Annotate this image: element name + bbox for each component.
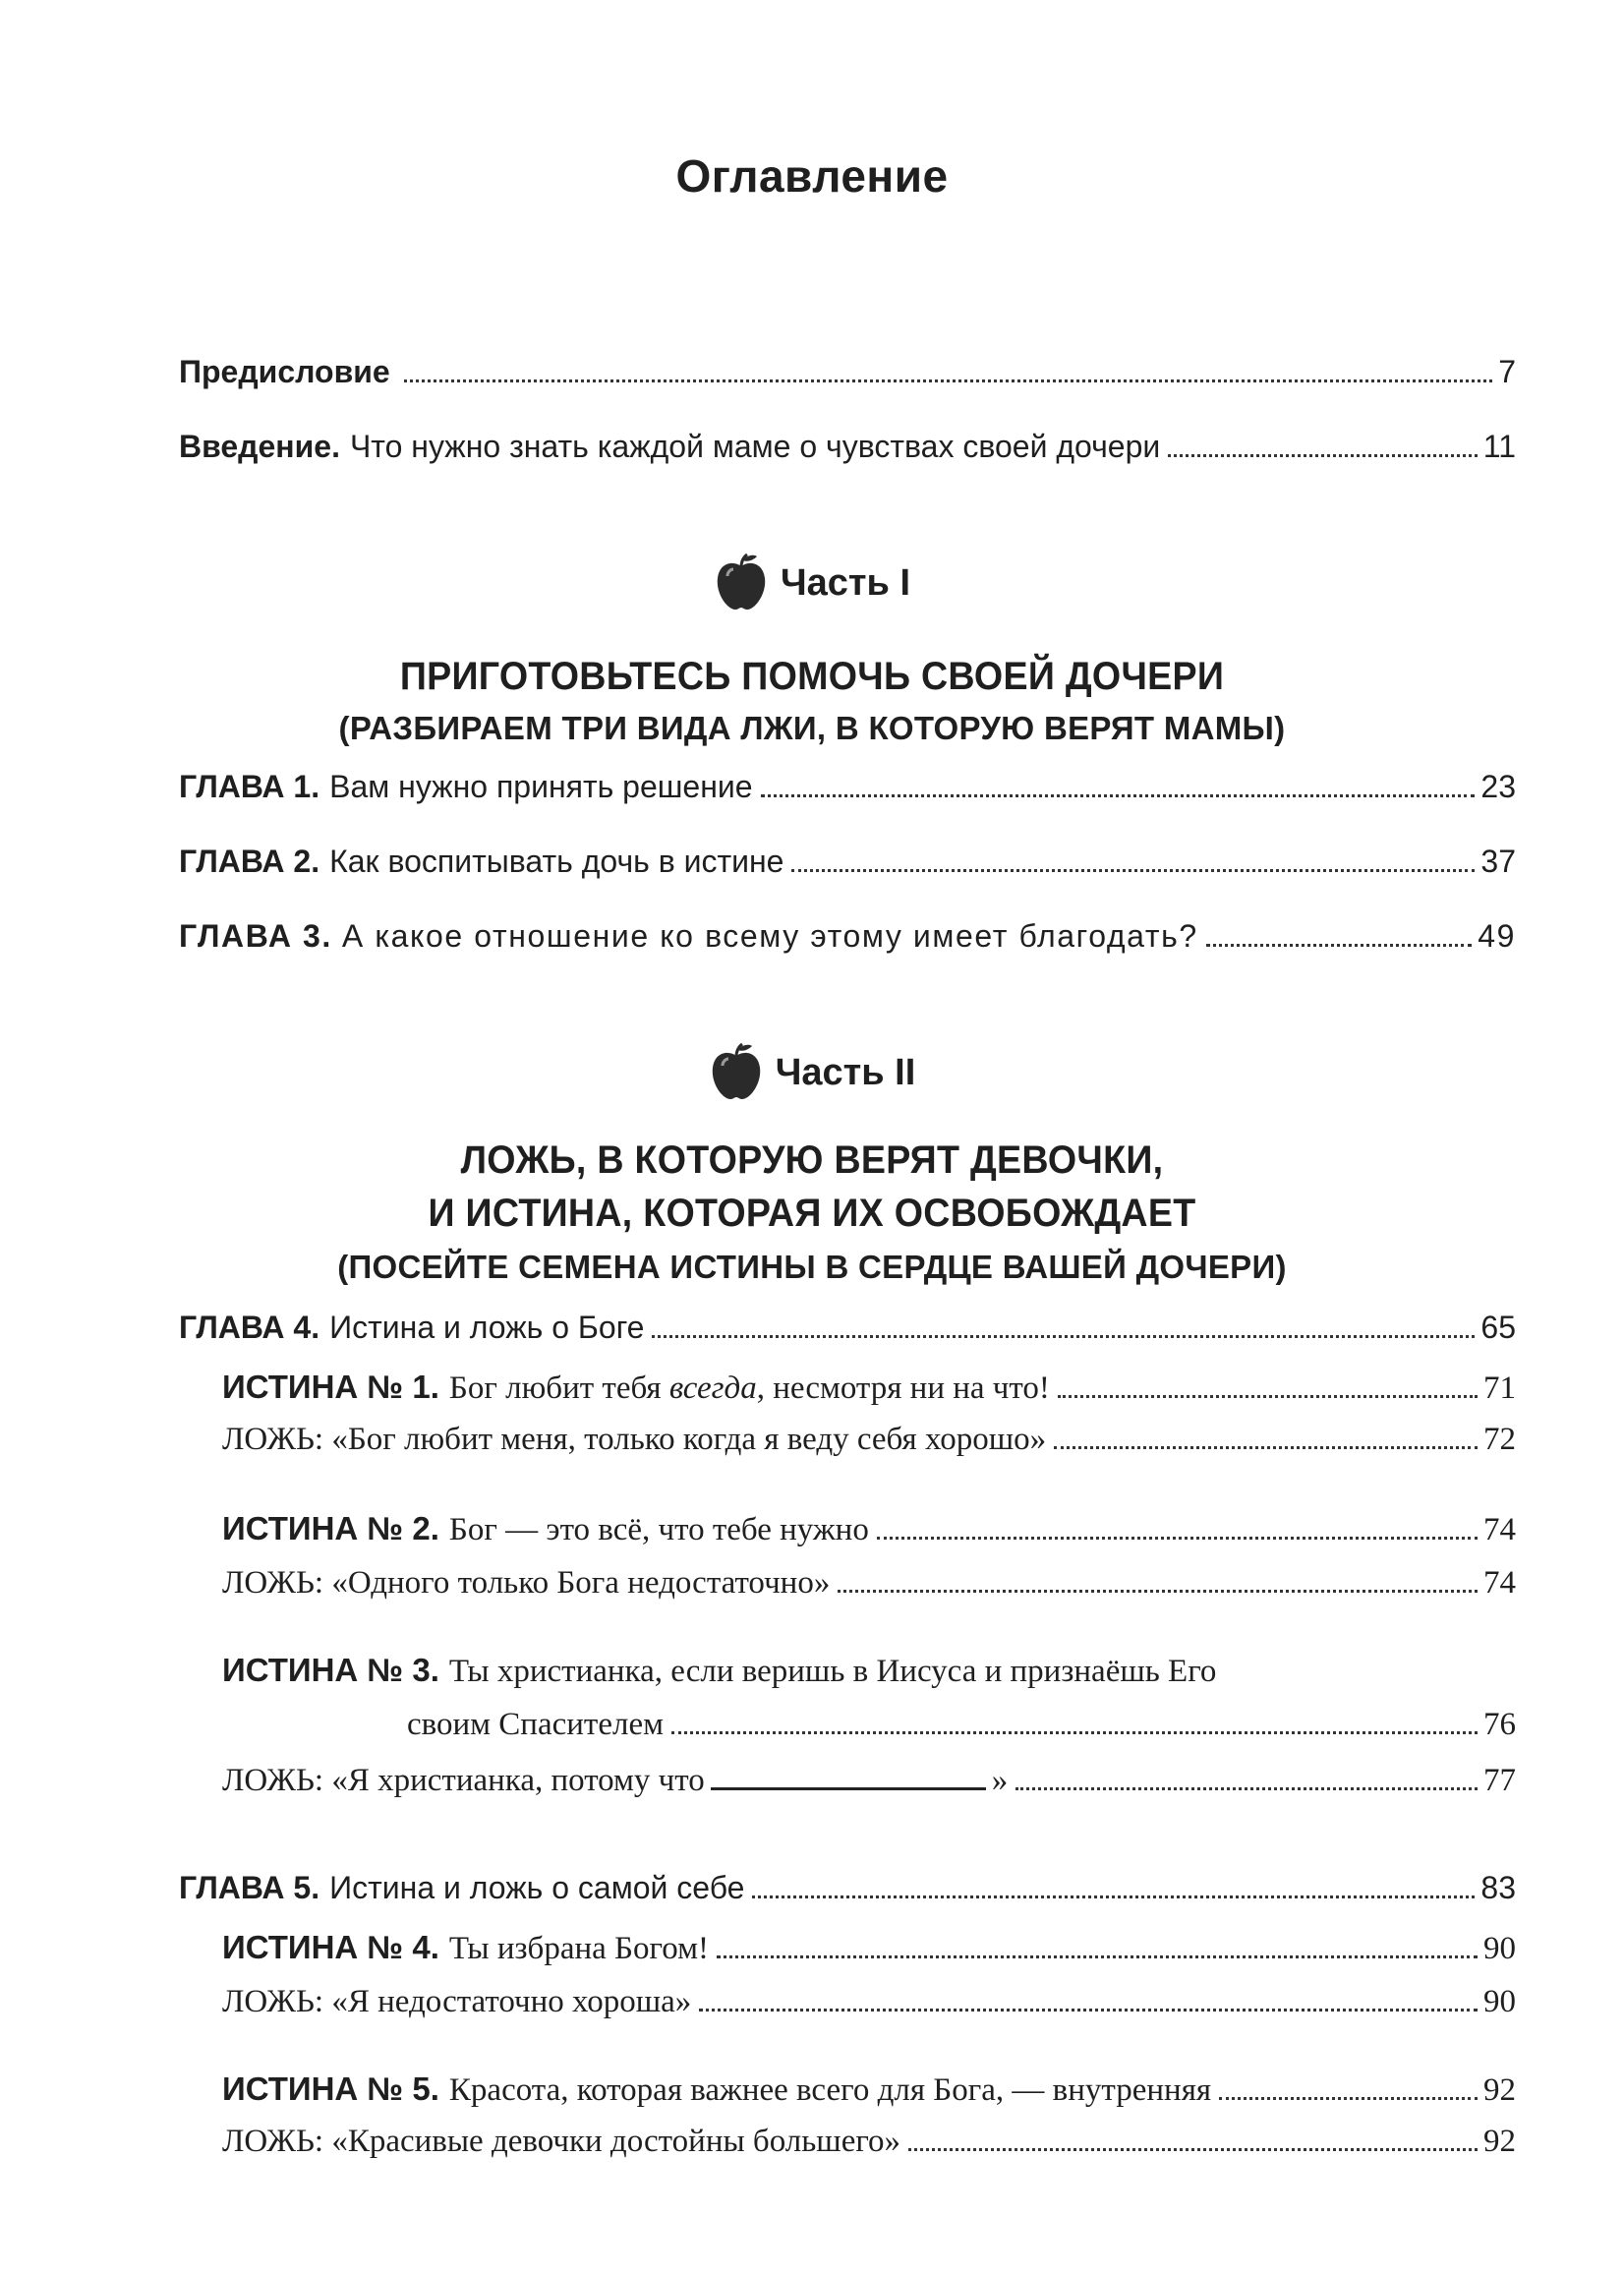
entry-text: Вам нужно принять решение — [329, 769, 753, 804]
entry-text-part: » — [991, 1763, 1009, 1798]
toc-entry-chapter-3[interactable] — [179, 918, 1516, 963]
part-label-text: Часть II — [775, 1051, 916, 1093]
entry-text: Что нужно знать каждой маме о чувствах своей дочери — [349, 429, 1161, 464]
toc-entry-lie-3[interactable] — [222, 1762, 1516, 1807]
page-number: 71 — [1483, 1370, 1516, 1406]
entry-text: А какое отношение ко всему этому имеет благодать? — [341, 918, 1198, 954]
entry-text — [449, 1370, 1050, 1407]
dot-leader — [717, 1955, 1478, 1958]
toc-entry-chapter-1[interactable] — [179, 769, 1516, 814]
toc-entry-lie-2[interactable] — [222, 1565, 1516, 1610]
dot-leader — [791, 869, 1475, 872]
page-number: 92 — [1483, 2124, 1516, 2159]
page-number: 72 — [1483, 1422, 1516, 1457]
entry-text-part: Бог любит тебя — [448, 1370, 662, 1406]
part-1-label — [0, 553, 1624, 613]
entry-text: ЛОЖЬ: «Бог любит меня, только когда я веду себя хорошо» — [222, 1422, 1047, 1457]
entry-heading: ИСТИНА № 3. — [222, 1652, 439, 1688]
toc-entry-truth-1[interactable] — [222, 1369, 1516, 1414]
toc-entry-truth-3-line-2[interactable] — [407, 1707, 1516, 1752]
page-number: 11 — [1482, 429, 1516, 464]
page-number: 77 — [1483, 1763, 1516, 1798]
dot-leader — [699, 2009, 1478, 2012]
dot-leader — [1015, 1787, 1478, 1790]
part-2-title-line-1: ЛОЖЬ, В КОТОРУЮ ВЕРЯТ ДЕВОЧКИ, — [460, 1138, 1164, 1182]
page-number: 7 — [1498, 354, 1516, 389]
entry-text: ЛОЖЬ: «Я недостаточно хороша» — [222, 1984, 692, 2019]
toc-entry-chapter-2[interactable] — [179, 844, 1516, 889]
dot-leader — [838, 1590, 1478, 1593]
dot-leader — [1058, 1395, 1478, 1398]
toc-entry-lie-1[interactable] — [222, 1422, 1516, 1467]
entry-heading: ГЛАВА 3. — [179, 918, 332, 954]
dot-leader — [1206, 944, 1472, 947]
entry-text: Ты избрана Богом! — [448, 1931, 709, 1966]
entry-text: Истина и ложь о Боге — [329, 1310, 645, 1345]
entry-heading: ИСТИНА № 2. — [222, 1510, 439, 1546]
part-2-subtitle: (ПОСЕЙТЕ СЕМЕНА ИСТИНЫ В СЕРДЦЕ ВАШЕЙ ДОЧЕРИ) — [337, 1249, 1287, 1285]
page-number: 74 — [1483, 1512, 1516, 1547]
toc-entry-truth-5[interactable] — [222, 2070, 1516, 2116]
page-number: 90 — [1483, 1984, 1516, 2019]
toc-entry-truth-4[interactable] — [222, 1929, 1516, 1974]
toc-entry-lie-4[interactable] — [222, 1984, 1516, 2029]
dot-leader — [1168, 454, 1478, 457]
entry-text-emphasis: всегда — [668, 1370, 757, 1406]
entry-heading: ИСТИНА № 1. — [222, 1369, 439, 1405]
dot-leader — [752, 1895, 1475, 1898]
toc-entry-chapter-5[interactable] — [179, 1870, 1516, 1915]
apple-icon — [714, 553, 769, 613]
dot-leader — [877, 1537, 1478, 1540]
page-number: 37 — [1480, 844, 1516, 879]
entry-text: Бог — это всё, что тебе нужно — [448, 1512, 869, 1547]
page-number: 92 — [1483, 2072, 1516, 2108]
dot-leader — [652, 1335, 1475, 1338]
page-number: 74 — [1483, 1565, 1516, 1601]
toc-entry-truth-2[interactable] — [222, 1510, 1516, 1555]
entry-text: Как воспитывать дочь в истине — [329, 844, 784, 879]
entry-heading: ГЛАВА 1. — [179, 769, 320, 804]
entry-heading: ИСТИНА № 4. — [222, 1929, 439, 1965]
entry-heading: Предисловие — [179, 354, 390, 389]
entry-text-part: , несмотря ни на что! — [756, 1370, 1050, 1406]
entry-text: Ты христианка, если веришь в Иисуса и признаёшь Его — [448, 1654, 1217, 1689]
entry-text — [222, 1762, 1008, 1799]
toc-entry-truth-3-line-1[interactable] — [222, 1652, 1516, 1697]
part-2-title-line-2: И ИСТИНА, КОТОРАЯ ИХ ОСВОБОЖДАЕТ — [428, 1192, 1196, 1235]
page-number: 49 — [1478, 918, 1516, 954]
page-title: Оглавление — [675, 150, 949, 202]
fill-in-blank — [711, 1762, 986, 1790]
dot-leader — [1219, 2097, 1478, 2100]
dot-leader — [404, 379, 1492, 382]
toc-entry-lie-5[interactable] — [222, 2124, 1516, 2169]
entry-text: Красота, которая важнее всего для Бога, — внутренняя — [448, 2072, 1212, 2108]
page-number: 23 — [1480, 769, 1516, 804]
part-1-title: ПРИГОТОВЬТЕСЬ ПОМОЧЬ СВОЕЙ ДОЧЕРИ — [399, 655, 1225, 698]
page-number: 65 — [1480, 1310, 1516, 1345]
page-number: 83 — [1480, 1870, 1516, 1905]
entry-heading: ГЛАВА 2. — [179, 844, 320, 879]
part-2-label — [0, 1042, 1624, 1103]
apple-icon — [709, 1042, 764, 1103]
dot-leader — [761, 794, 1476, 797]
dot-leader — [671, 1731, 1478, 1734]
entry-heading: ГЛАВА 5. — [179, 1870, 320, 1905]
page-number: 76 — [1483, 1707, 1516, 1742]
part-1-subtitle: (РАЗБИРАЕМ ТРИ ВИДА ЛЖИ, В КОТОРУЮ ВЕРЯТ МАМЫ) — [338, 710, 1286, 746]
entry-heading: ИСТИНА № 5. — [222, 2070, 439, 2107]
toc-entry-chapter-4[interactable] — [179, 1310, 1516, 1355]
page-number: 90 — [1483, 1931, 1516, 1966]
toc-entry-preface[interactable] — [179, 354, 1516, 399]
entry-heading: Введение. — [179, 429, 340, 464]
dot-leader — [908, 2148, 1478, 2151]
entry-heading: ГЛАВА 4. — [179, 1310, 320, 1345]
entry-text: ЛОЖЬ: «Одного только Бога недостаточно» — [222, 1565, 831, 1601]
part-label-text: Часть I — [780, 561, 911, 604]
dot-leader — [1054, 1446, 1478, 1449]
entry-text-part: ЛОЖЬ: «Я христианка, потому что — [222, 1763, 705, 1798]
entry-text: своим Спасителем — [407, 1707, 664, 1742]
entry-text: ЛОЖЬ: «Красивые девочки достойны большего» — [222, 2124, 901, 2159]
toc-entry-introduction[interactable] — [179, 429, 1516, 474]
entry-text: Истина и ложь о самой себе — [329, 1870, 745, 1905]
